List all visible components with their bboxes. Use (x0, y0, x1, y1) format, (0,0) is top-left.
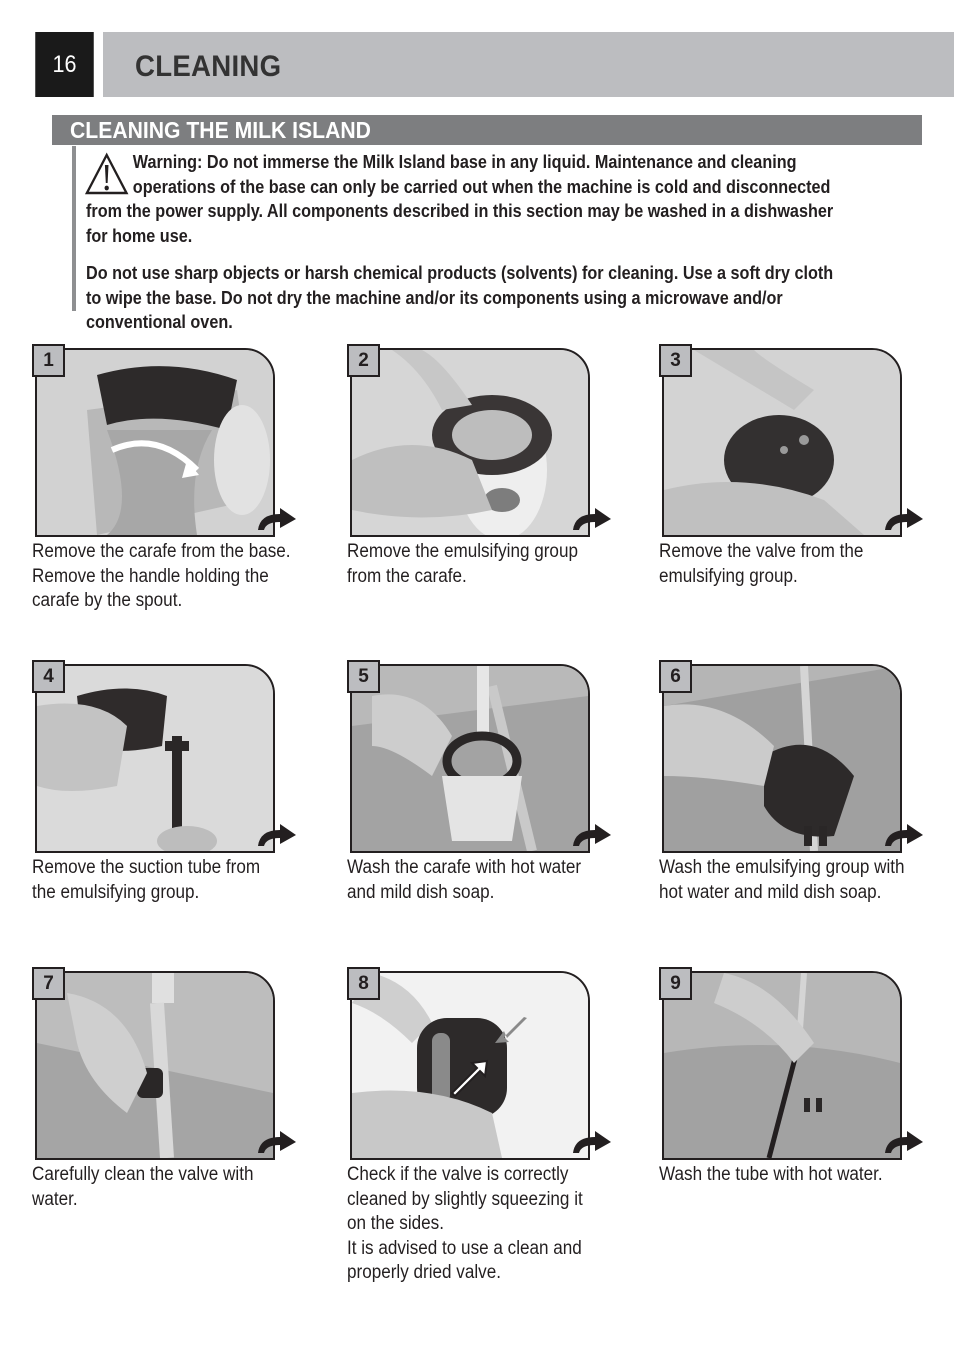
page-title: CLEANING (135, 50, 282, 83)
caption-line: Remove the handle holding the (32, 565, 269, 587)
step-caption (659, 856, 929, 905)
step-number: 7 (32, 967, 65, 1000)
caption-line: hot water and mild dish soap. (659, 881, 882, 903)
step-number: 1 (32, 344, 65, 377)
caption-line: on the sides. (347, 1213, 444, 1235)
step-caption (659, 1163, 929, 1188)
caption-line: Carefully clean the valve with (32, 1164, 254, 1185)
step-photo (35, 664, 275, 853)
step-photo (662, 348, 902, 537)
caption-line: Remove the carafe from the base. (32, 541, 291, 562)
step-photo (35, 348, 275, 537)
warning-block (86, 150, 842, 348)
warning-triangle-icon (84, 152, 129, 196)
step-number: 4 (32, 660, 65, 693)
caption-line: It is advised to use a clean and (347, 1237, 582, 1259)
caption-line: and mild dish soap. (347, 881, 495, 903)
step-caption (659, 540, 929, 589)
warning-paragraph-2: Do not use sharp objects or harsh chemical products (solvents) for cleaning. Use a soft dry cloth to wipe the base. Do not dry the machine and/or its components using a microwave and/or conventional oven. (86, 263, 834, 332)
step-caption (32, 856, 302, 905)
step-caption (347, 856, 617, 905)
caption-line: Remove the valve from the (659, 541, 864, 562)
caption-line: Remove the emulsifying group (347, 541, 578, 562)
step-photo (662, 971, 902, 1160)
caption-line: cleaned by slightly squeezing it (347, 1188, 583, 1210)
step-photo (350, 971, 590, 1160)
step-number: 6 (659, 660, 692, 693)
page-number: 16 (35, 32, 94, 97)
caption-line: Wash the carafe with hot water (347, 857, 582, 878)
next-step-arrow-icon (881, 506, 925, 532)
step-number: 2 (347, 344, 380, 377)
step-caption (347, 540, 617, 589)
step-caption (32, 1163, 302, 1212)
caption-line: Check if the valve is correctly (347, 1164, 569, 1185)
next-step-arrow-icon (254, 822, 298, 848)
caption-line: emulsifying group. (659, 565, 798, 587)
step-number: 3 (659, 344, 692, 377)
caption-line: Wash the emulsifying group with (659, 857, 905, 878)
next-step-arrow-icon (569, 1129, 613, 1155)
section-title: CLEANING THE MILK ISLAND (70, 117, 371, 143)
step-photo (35, 971, 275, 1160)
caption-line: properly dried valve. (347, 1262, 501, 1284)
step-caption (32, 540, 302, 614)
warning-rule (72, 146, 76, 311)
step-number: 8 (347, 967, 380, 1000)
caption-line: the emulsifying group. (32, 881, 200, 903)
step-photo (662, 664, 902, 853)
step-number: 5 (347, 660, 380, 693)
caption-line: Remove the suction tube from (32, 857, 261, 878)
step-photo (350, 348, 590, 537)
caption-line: Wash the tube with hot water. (659, 1164, 883, 1185)
next-step-arrow-icon (254, 506, 298, 532)
section-header (52, 115, 922, 145)
warning-paragraph-1: Warning: Do not immerse the Milk Island base in any liquid. Maintenance and cleaning operations of the base can only be carried out when the machine is cold and disconnected from the power supply. All components described in this section may be washed in a dishwasher for home use. (86, 152, 834, 246)
step-photo (350, 664, 590, 853)
next-step-arrow-icon (881, 1129, 925, 1155)
step-caption (347, 1163, 617, 1286)
next-step-arrow-icon (254, 1129, 298, 1155)
caption-line: from the carafe. (347, 565, 467, 587)
caption-line: carafe by the spout. (32, 590, 183, 612)
page-header (103, 32, 954, 97)
step-number: 9 (659, 967, 692, 1000)
caption-line: water. (32, 1188, 78, 1210)
next-step-arrow-icon (569, 822, 613, 848)
next-step-arrow-icon (881, 822, 925, 848)
next-step-arrow-icon (569, 506, 613, 532)
